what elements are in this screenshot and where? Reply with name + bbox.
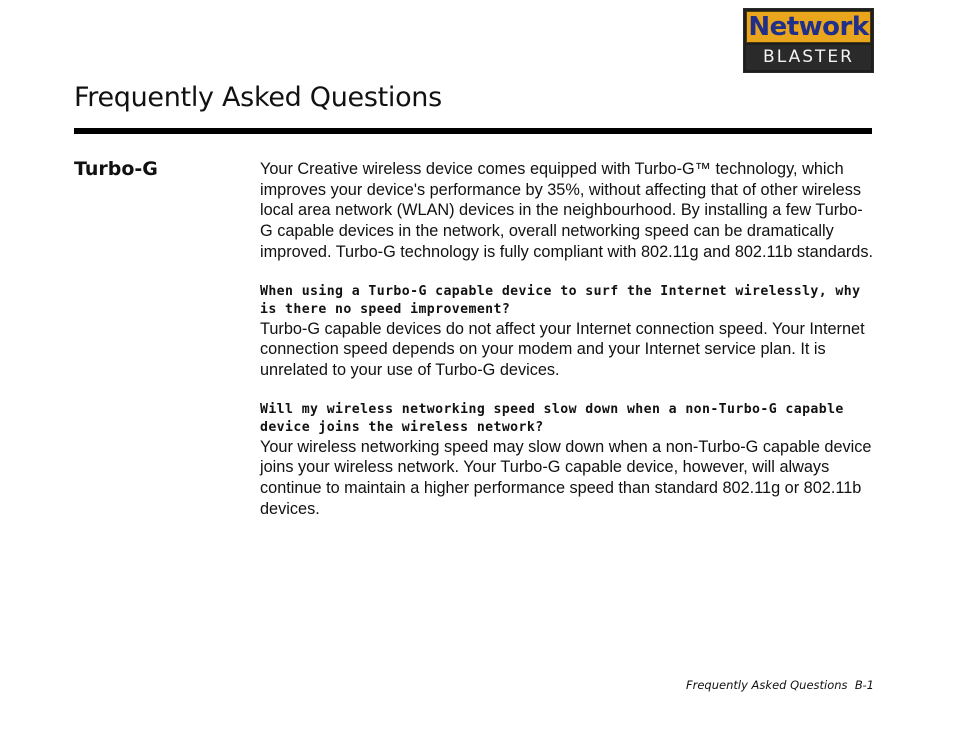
intro-paragraph: Your Creative wireless device comes equipped with Turbo-G™ technology, which improves your device's performance by 35%, without affecting that of other wireless local area network (WLAN) devices in the neighbourhood. By installing a few Turbo-G capable devices in the network, overall networking speed can be dramatically improved. Turbo-G technology is fully compliant with 802.11g and 802.11b standards. xyxy=(260,160,874,261)
page-footer: Frequently Asked Questions B-1 xyxy=(686,678,874,692)
faq-answer: Your wireless networking speed may slow down when a non-Turbo-G capable device joins your wireless network. Your Turbo-G capable device, however, will always continue to maintain a higher performance speed than standard 802.11g or 802.11b devices. xyxy=(260,437,872,518)
title-divider xyxy=(74,128,872,134)
faq-item xyxy=(260,401,875,520)
faq-question: When using a Turbo-G capable device to surf the Internet wirelessly, why is there no speed improvement? xyxy=(260,283,861,317)
section-heading: Turbo-G xyxy=(74,158,158,180)
logo-network-text: Network xyxy=(746,11,871,43)
network-blaster-logo xyxy=(743,8,874,73)
faq-item xyxy=(260,283,875,381)
logo-blaster-text: BLASTER xyxy=(746,45,871,70)
faq-answer: Turbo-G capable devices do not affect your Internet connection speed. Your Internet connection speed depends on your modem and your Internet service plan. It is unrelated to your use of Turbo-G devices. xyxy=(260,319,865,379)
faq-question: Will my wireless networking speed slow down when a non-Turbo-G capable device joins the wireless network? xyxy=(260,401,844,435)
page-title: Frequently Asked Questions xyxy=(74,82,442,113)
section-body xyxy=(260,159,875,519)
